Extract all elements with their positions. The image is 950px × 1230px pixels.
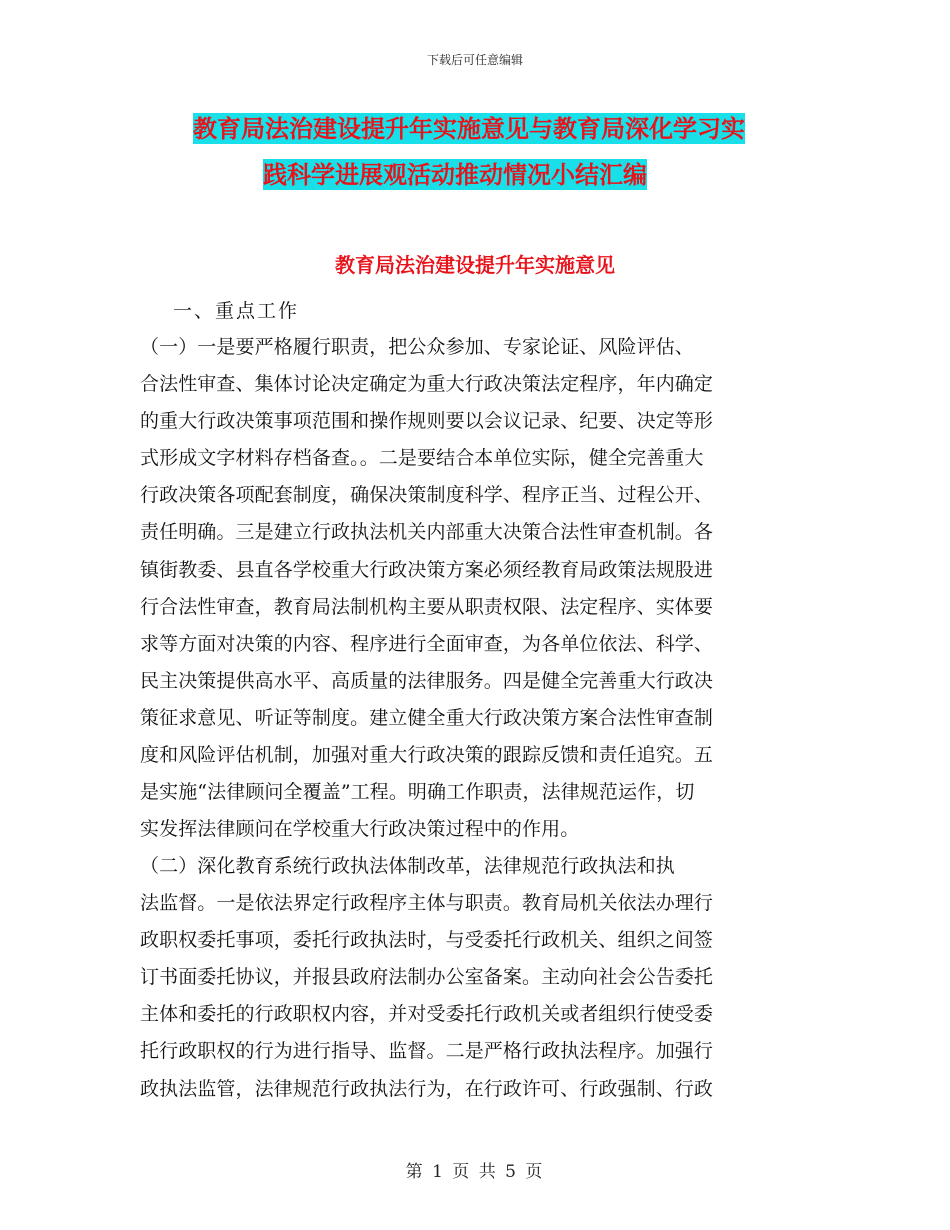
- paragraph-2: [140, 848, 812, 1108]
- text-line: 政执法监管，法律规范行政执法行为，在行政许可、行政强制、行政: [140, 1077, 714, 1100]
- page-footer-page-info: 第 1 页 共 5 页: [405, 1162, 545, 1182]
- text-line: 是实施“法律顾问全覆盖”工程。明确工作职责，法律规范运作，切: [140, 781, 695, 804]
- text-line: 策征求意见、听证等制度。建立健全重大行政决策方案合法性审查制: [140, 706, 714, 729]
- text-line: 实发挥法律顾问在学校重大行政决策过程中的作用。: [140, 818, 580, 841]
- text-line: 订书面委托协议，并报县政府法制办公室备案。主动向社会公告委托: [140, 966, 714, 989]
- text-line: 行合法性审查，教育局法制机构主要从职责权限、法定程序、实体要: [140, 595, 714, 618]
- text-line: 政职权委托事项，委托行政执法时，与受委托行政机关、组织之间签: [140, 929, 714, 952]
- document-title-line-1: [193, 114, 893, 144]
- document-title-line-2: [263, 160, 950, 190]
- text-line: 度和风险评估机制，加强对重大行政决策的跟踪反馈和责任追究。五: [140, 744, 714, 767]
- text-line: 主体和委托的行政职权内容，并对受委托行政机关或者组织行使受委: [140, 1003, 714, 1026]
- text-line: （二）深化教育系统行政执法体制改革，法律规范行政执法和执: [140, 855, 675, 877]
- section-title: 教育局法治建设提升年实施意见: [335, 253, 615, 277]
- page-header-note: 下载后可任意编辑: [426, 53, 523, 67]
- text-line: 托行政职权的行为进行指导、监督。二是严格行政执法程序。加强行: [140, 1040, 714, 1063]
- text-line: 镇街教委、县直各学校重大行政决策方案必须经教育局政策法规股进: [140, 558, 714, 581]
- text-line: （一）一是要严格履行职责，把公众参加、专家论证、风险评估、: [140, 336, 694, 358]
- text-line: 求等方面对决策的内容、程序进行全面审查，为各单位依法、科学、: [140, 632, 714, 655]
- document-title-line-2-text: 践科学进展观活动推动情况小结汇编: [263, 160, 647, 189]
- text-line: 行政决策各项配套制度，确保决策制度科学、程序正当、过程公开、: [140, 484, 714, 507]
- document-title-line-1-text: 教育局法治建设提升年实施意见与教育局深化学习实: [193, 114, 745, 143]
- text-line: 合法性审查、集体讨论决定确定为重大行政决策法定程序，年内确定: [140, 373, 714, 396]
- paragraph-1: [140, 329, 812, 848]
- text-line: 民主决策提供高水平、高质量的法律服务。四是健全完善重大行政决: [140, 669, 714, 692]
- text-line: 法监督。一是依法界定行政程序主体与职责。教育局机关依法办理行: [140, 892, 714, 915]
- text-line: 的重大行政决策事项范围和操作规则要以会议记录、纪要、决定等形: [140, 410, 714, 433]
- text-line: 责任明确。三是建立行政执法机关内部重大决策合法性审查机制。各: [140, 521, 714, 544]
- heading-key-work: 一、重点工作: [173, 300, 300, 322]
- text-line: 式形成文字材料存档备查。。二是要结合本单位实际，健全完善重大: [140, 447, 704, 470]
